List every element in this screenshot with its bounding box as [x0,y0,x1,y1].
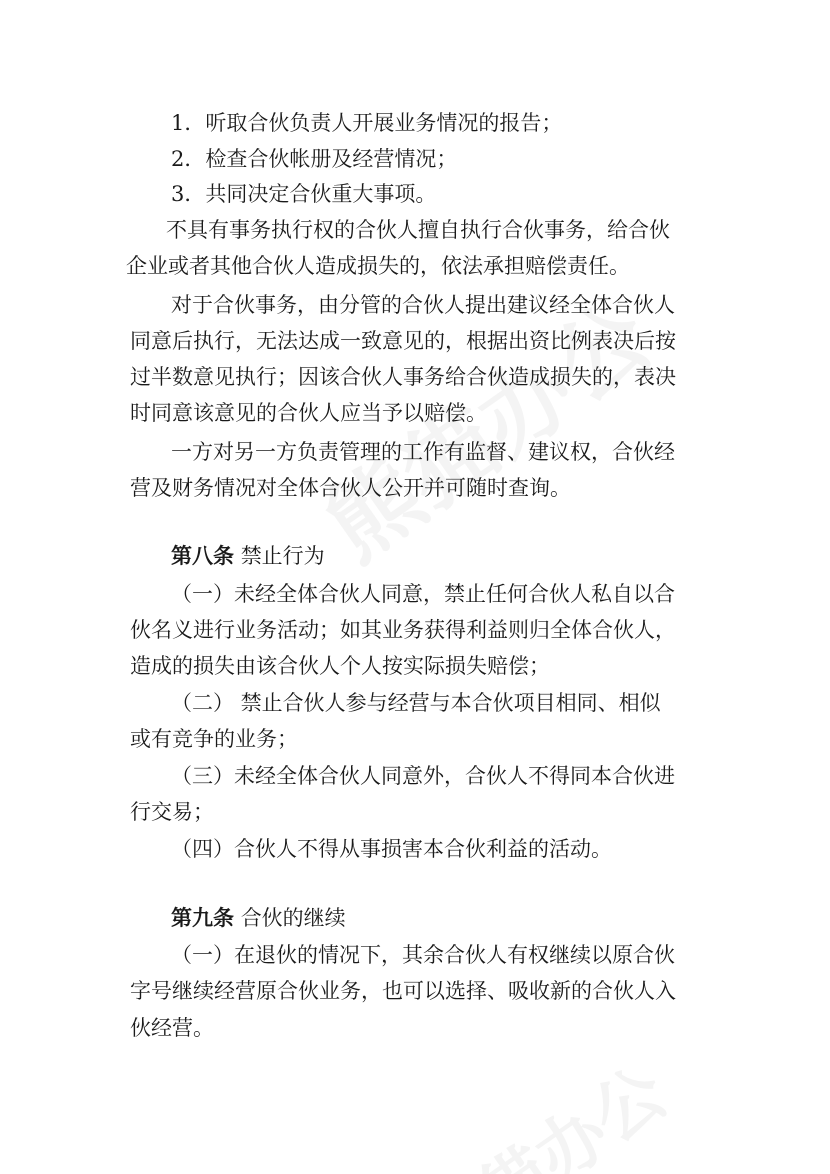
paragraph-line: 同意后执行，无法达成一致意见的，根据出资比例表决后按 [130,329,676,353]
clause-line: 或有竞争的业务； [130,727,298,751]
clause-line: 造成的损失由该合伙人个人按实际损失赔偿； [130,654,550,678]
clause-line: 字号继续经营原合伙业务，也可以选择、吸收新的合伙人入 [130,979,676,1003]
clause-line: 伙经营。 [130,1016,214,1040]
clause-line: 行交易； [130,800,214,824]
clause-line: （二） 禁止合伙人参与经营与本合伙项目相同、相似 [171,691,661,715]
paragraph-line: 一方对另一方负责管理的工作有监督、建议权，合伙经 [171,440,675,464]
clause-line: 伙名义进行业务活动；如其业务获得利益则归全体合伙人， [130,618,676,642]
article-title: 合伙的继续 [240,906,346,930]
article-number: 第九条 [171,906,234,930]
clause-line: （一）在退伙的情况下，其余合伙人有权继续以原合伙 [171,943,675,967]
clause-line: （三）未经全体合伙人同意外，合伙人不得同本合伙进 [171,764,675,788]
article-heading [171,546,325,567]
watermark [396,1039,683,1174]
paragraph-line: 营及财务情况对全体合伙人公开并可随时查询。 [130,476,571,500]
article-heading [171,908,346,929]
clause-line: 2．检查合伙帐册及经营情况； [171,147,458,171]
paragraph-line: 对于合伙事务，由分管的合伙人提出建议经全体合伙人 [171,293,675,317]
paragraph-line: 过半数意见执行；因该合伙人事务给合伙造成损失的，表决 [130,365,676,389]
clause-line: （一）未经全体合伙人同意，禁止任何合伙人私自以合 [171,582,675,606]
clause-line: （四）合伙人不得从事损害本合伙利益的活动。 [171,837,612,861]
paragraph-line: 时同意该意见的合伙人应当予以赔偿。 [130,401,487,425]
article-title: 禁止行为 [240,544,325,568]
paragraph-line: 企业或者其他合伙人造成损失的，依法承担赔偿责任。 [126,254,630,278]
clause-line: 1．听取合伙负责人开展业务情况的报告； [171,111,563,135]
paragraph-line: 不具有事务执行权的合伙人擅自执行合伙事务，给合伙 [166,218,670,242]
article-number: 第八条 [171,544,234,568]
clause-line: 3．共同决定合伙重大事项。 [171,182,437,206]
